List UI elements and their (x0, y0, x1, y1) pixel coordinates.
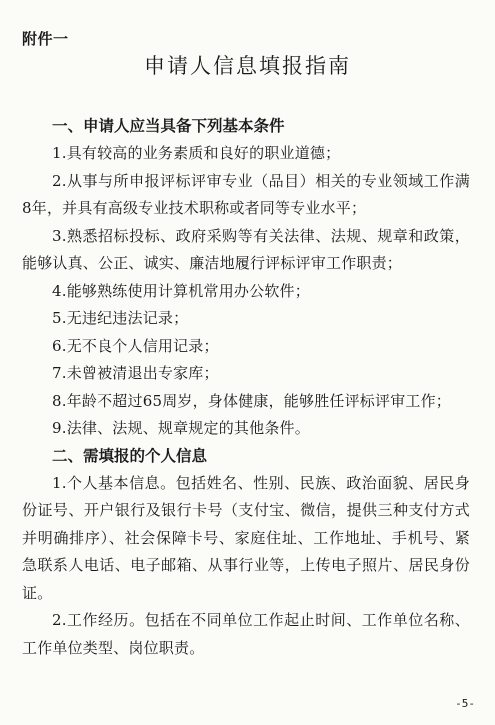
paragraph: 8.年龄不超过65周岁，身体健康，能够胜任评标评审工作； (52, 391, 452, 410)
document-body (22, 113, 470, 662)
page-number: -5- (455, 697, 475, 710)
attachment-label: 附件一 (22, 30, 69, 48)
paragraph: 6.无不良个人信用记录； (52, 336, 219, 355)
paragraph: 2.工作经历。包括在不同单位工作起止时间、工作单位名称、工作单位类型、岗位职责。 (22, 611, 470, 657)
section-heading-2: 二、需填报的个人信息 (52, 446, 208, 465)
paragraph: 2.从事与所申报评标评审专业（品目）相关的专业领域工作满8年，并具有高级专业技术职称或者同等专业水平； (22, 171, 470, 217)
paragraph: 3.熟悉招标投标、政府采购等有关法律、法规、规章和政策，能够认真、公正、诚实、廉洁地履行评标评审工作职责； (22, 226, 470, 272)
paragraph: 9.法律、法规、规章规定的其他条件。 (52, 419, 310, 437)
paragraph: 1.具有较高的业务素质和良好的职业道德； (52, 144, 341, 162)
paragraph: 7.未曾被清退出专家库； (52, 364, 219, 382)
paragraph: 5.无违纪违法记录； (52, 309, 189, 327)
paragraph: 4.能够熟练使用计算机常用办公软件； (52, 281, 310, 300)
page-title: 申请人信息填报指南 (144, 54, 351, 78)
section-heading-1: 一、申请人应当具备下列基本条件 (52, 117, 285, 135)
paragraph: 1.个人基本信息。包括姓名、性别、民族、政治面貌、居民身份证号、开户银行及银行卡号（支付宝、微信，提供三种支付方式并明确排序）、社会保障卡号、家庭住址、工作地址、手机号、紧急联系人电话、电子邮箱、从事行业等，上传电子照片、居民身份证。 (22, 473, 470, 602)
